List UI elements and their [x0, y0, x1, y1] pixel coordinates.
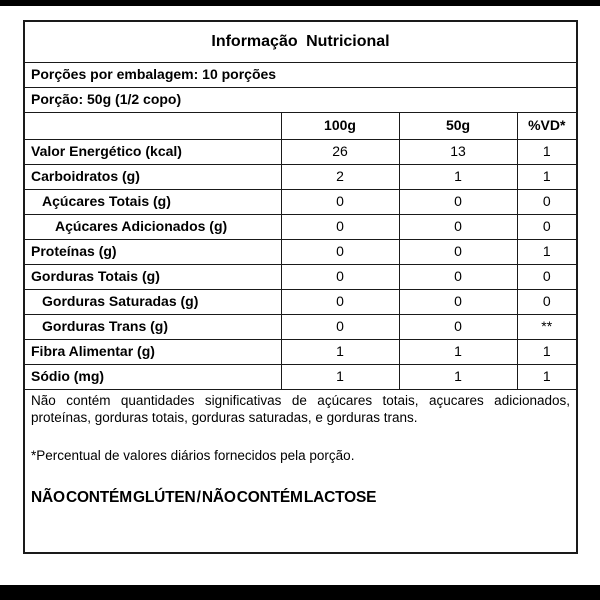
value-100g: 2: [281, 165, 399, 190]
nutrient-row: [24, 190, 577, 215]
nutrient-row: [24, 215, 577, 240]
portion-row: [24, 88, 577, 113]
value-100g: 26: [281, 140, 399, 165]
value-100g: 1: [281, 365, 399, 390]
value-100g: 0: [281, 315, 399, 340]
no-significant-amounts-note: Não contém quantidades significativas de açúcares totais, açucares adicionados, proteínas, gorduras totais, gorduras saturadas, e gorduras trans.: [31, 393, 570, 426]
gluten-lactose-claim: NÃO CONTÉM GLÚTEN / NÃO CONTÉM LACTOSE: [31, 489, 377, 507]
nutrient-row: [24, 365, 577, 390]
value-100g: 0: [281, 265, 399, 290]
value-50g: 0: [399, 265, 517, 290]
title-row: [24, 21, 577, 63]
value-50g: 0: [399, 215, 517, 240]
nutrient-row: [24, 290, 577, 315]
footer-row: [24, 390, 577, 554]
value-100g: 0: [281, 215, 399, 240]
value-vd: 0: [517, 265, 577, 290]
nutrient-row: [24, 340, 577, 365]
portion-size: Porção: 50g (1/2 copo): [24, 88, 577, 113]
nutrient-label: Açúcares Totais (g): [24, 190, 281, 215]
value-50g: 13: [399, 140, 517, 165]
bottom-black-bar: [0, 585, 600, 600]
nutrient-row: [24, 165, 577, 190]
value-100g: 1: [281, 340, 399, 365]
column-header-empty: [24, 113, 281, 140]
nutrient-label: Gorduras Trans (g): [24, 315, 281, 340]
value-50g: 1: [399, 365, 517, 390]
footer-cell: [24, 390, 577, 554]
nutrition-table: [23, 20, 578, 554]
nutrient-label: Fibra Alimentar (g): [24, 340, 281, 365]
value-50g: 0: [399, 315, 517, 340]
value-100g: 0: [281, 290, 399, 315]
nutrient-row: [24, 265, 577, 290]
nutrient-label: Gorduras Saturadas (g): [24, 290, 281, 315]
value-100g: 0: [281, 190, 399, 215]
page-title: Informação Nutricional: [24, 21, 577, 63]
value-vd: 1: [517, 240, 577, 265]
column-header-row: [24, 113, 577, 140]
top-black-bar: [0, 0, 600, 6]
nutrient-row: [24, 240, 577, 265]
value-vd: 0: [517, 290, 577, 315]
nutrient-row: [24, 315, 577, 340]
nutrient-label: Açúcares Adicionados (g): [24, 215, 281, 240]
value-50g: 0: [399, 290, 517, 315]
value-50g: 0: [399, 190, 517, 215]
value-100g: 0: [281, 240, 399, 265]
nutrient-rows: [24, 140, 577, 390]
column-header-100g: 100g: [281, 113, 399, 140]
value-50g: 1: [399, 340, 517, 365]
value-vd: 0: [517, 190, 577, 215]
value-vd: 1: [517, 340, 577, 365]
value-vd: 1: [517, 140, 577, 165]
value-50g: 1: [399, 165, 517, 190]
value-vd: 1: [517, 165, 577, 190]
servings-row: [24, 63, 577, 88]
value-vd: 0: [517, 215, 577, 240]
column-header-vd: %VD*: [517, 113, 577, 140]
value-vd: 1: [517, 365, 577, 390]
nutrient-label: Valor Energético (kcal): [24, 140, 281, 165]
nutrient-label: Sódio (mg): [24, 365, 281, 390]
servings-per-package: Porções por embalagem: 10 porções: [24, 63, 577, 88]
nutrient-row: [24, 140, 577, 165]
nutrient-label: Carboidratos (g): [24, 165, 281, 190]
value-vd: **: [517, 315, 577, 340]
column-header-50g: 50g: [399, 113, 517, 140]
nutrient-label: Proteínas (g): [24, 240, 281, 265]
value-50g: 0: [399, 240, 517, 265]
daily-values-note: *Percentual de valores diários fornecidos pela porção.: [31, 447, 355, 463]
nutrient-label: Gorduras Totais (g): [24, 265, 281, 290]
